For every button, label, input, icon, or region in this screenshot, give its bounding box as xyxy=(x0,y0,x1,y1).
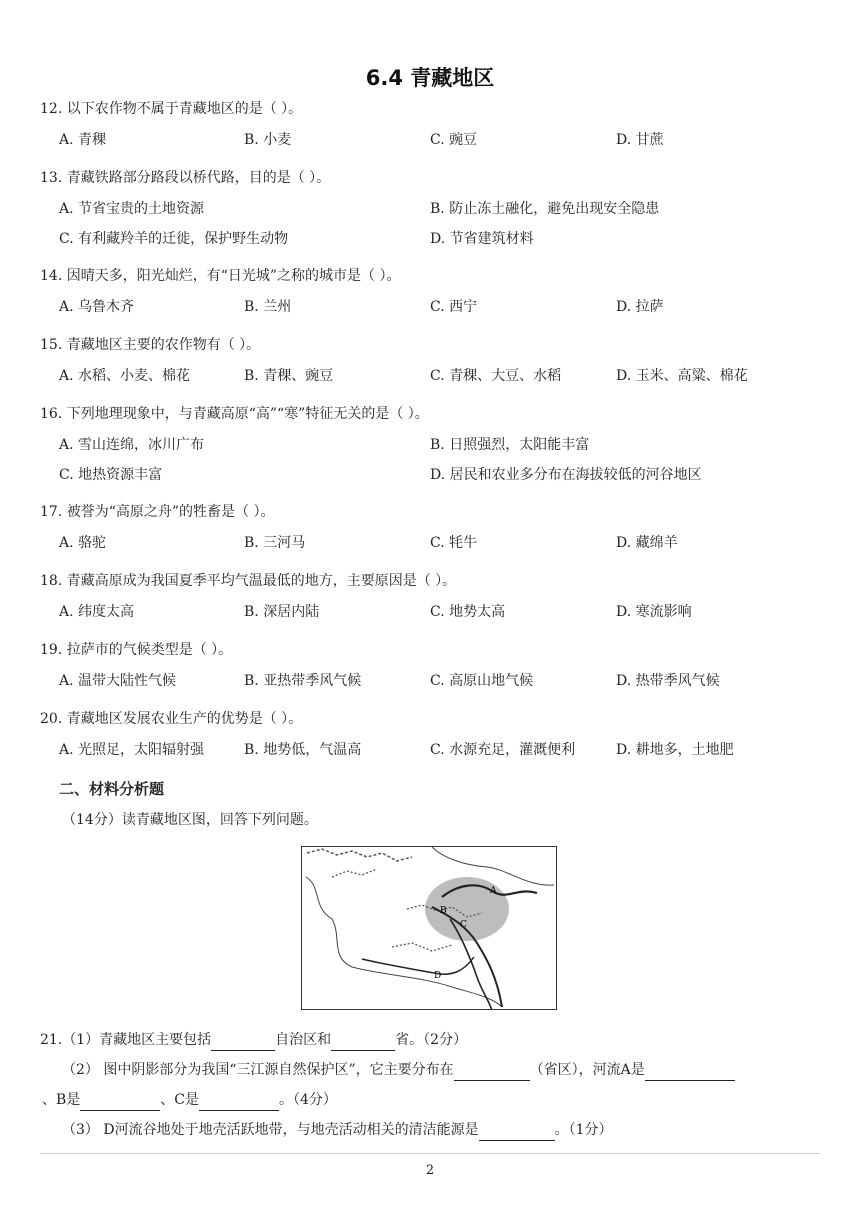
section-intro: （14分）读青藏地区图，回答下列问题。 xyxy=(62,812,318,828)
question-19 xyxy=(40,639,830,694)
option-c: C. 水源充足，灌溉便利 xyxy=(430,742,576,758)
option-b: B. 地势低，气温高 xyxy=(244,742,362,758)
q21-text: （2） 图中阴影部分为我国“三江源自然保护区”，它主要分布在 xyxy=(62,1062,454,1078)
q21-text: 。（1分） xyxy=(554,1122,613,1138)
option-a: A. 温带大陆性气候 xyxy=(59,673,177,689)
question-17 xyxy=(40,501,830,556)
option-b: B. 亚热带季风气候 xyxy=(244,673,362,689)
option-b: B. 深居内陆 xyxy=(244,604,320,620)
region-boundary xyxy=(306,847,554,1007)
question-stem: 20. 青藏地区发展农业生产的优势是（ ）。 xyxy=(40,711,303,727)
page-title: 6.4 青藏地区 xyxy=(365,66,495,90)
answer-blank[interactable] xyxy=(80,1092,160,1111)
answer-blank[interactable] xyxy=(331,1032,395,1051)
question-13 xyxy=(40,167,830,256)
option-d: D. 节省建筑材料 xyxy=(430,231,534,247)
option-a: A. 节省宝贵的土地资源 xyxy=(59,201,205,217)
question-15 xyxy=(40,334,830,389)
answer-blank[interactable] xyxy=(645,1062,735,1081)
q21-text: 省。（2分） xyxy=(395,1032,468,1048)
option-c: C. 牦牛 xyxy=(430,535,478,551)
map-label-d: D xyxy=(434,971,442,981)
option-c: C. 地势太高 xyxy=(430,604,506,620)
mountain-range-south xyxy=(392,943,452,951)
q21-text: 自治区和 xyxy=(275,1032,332,1048)
option-d: D. 藏绵羊 xyxy=(616,535,678,551)
option-c: C. 豌豆 xyxy=(430,132,478,148)
question-stem: 16. 下列地理现象中，与青藏高原“高”“寒”特征无关的是（ ）。 xyxy=(40,406,429,422)
option-c: C. 西宁 xyxy=(430,299,478,315)
option-c: C. 青稞、大豆、水稻 xyxy=(430,368,562,384)
option-b: B. 兰州 xyxy=(244,299,292,315)
option-d: D. 寒流影响 xyxy=(616,604,692,620)
map-label-a: A xyxy=(490,886,497,896)
question-stem: 14. 因晴天多，阳光灿烂，有“日光城”之称的城市是（ ）。 xyxy=(40,268,401,284)
section-heading: 二、材料分析题 xyxy=(59,780,165,798)
question-16 xyxy=(40,403,830,492)
option-d: D. 热带季风气候 xyxy=(616,673,720,689)
river-d xyxy=(362,957,474,974)
option-d: D. 拉萨 xyxy=(616,299,664,315)
option-b: B. 小麦 xyxy=(244,132,292,148)
q21-line-4 xyxy=(62,1119,613,1141)
option-b: B. 青稞、豌豆 xyxy=(244,368,334,384)
question-stem: 12. 以下农作物不属于青藏地区的是（ ）。 xyxy=(40,101,303,117)
option-b: B. 防止冻土融化，避免出现安全隐患 xyxy=(430,201,660,217)
answer-blank[interactable] xyxy=(454,1062,530,1081)
question-stem: 13. 青藏铁路部分路段以桥代路，目的是（ ）。 xyxy=(40,170,331,186)
footer-divider xyxy=(40,1153,820,1154)
q21-text: 、B是 xyxy=(42,1092,81,1108)
mountain-range-north xyxy=(307,849,412,861)
question-stem: 15. 青藏地区主要的农作物有（ ）。 xyxy=(40,337,261,353)
page-number: 2 xyxy=(425,1163,435,1178)
option-d: D. 耕地多，土地肥 xyxy=(616,742,734,758)
question-18 xyxy=(40,570,830,625)
mountain-range-west xyxy=(332,869,377,877)
question-stem: 17. 被誉为“高原之舟”的牲畜是（ ）。 xyxy=(40,504,275,520)
q21-text: 21.（1）青藏地区主要包括 xyxy=(40,1032,212,1048)
q21-text: （省区），河流A是 xyxy=(529,1062,645,1078)
q21-text: （3） D河流谷地处于地壳活跃地带，与地壳活动相关的清洁能源是 xyxy=(62,1122,479,1138)
question-12 xyxy=(40,98,830,153)
question-stem: 19. 拉萨市的气候类型是（ ）。 xyxy=(40,642,233,658)
map-drawing xyxy=(302,847,557,1010)
option-a: A. 光照足，太阳辐射强 xyxy=(59,742,205,758)
option-a: A. 青稞 xyxy=(59,132,107,148)
option-a: A. 纬度太高 xyxy=(59,604,135,620)
answer-blank[interactable] xyxy=(211,1032,275,1051)
answer-blank[interactable] xyxy=(479,1122,555,1141)
option-b: B. 日照强烈，太阳能丰富 xyxy=(430,437,590,453)
option-c: C. 地热资源丰富 xyxy=(59,467,163,483)
option-d: D. 居民和农业多分布在海拔较低的河谷地区 xyxy=(430,467,702,483)
q21-text: 。（4分） xyxy=(279,1092,337,1108)
map-label-b: B xyxy=(440,906,447,916)
question-14 xyxy=(40,265,830,320)
option-b: B. 三河马 xyxy=(244,535,306,551)
question-stem: 18. 青藏高原成为我国夏季平均气温最低的地方，主要原因是（ ）。 xyxy=(40,573,457,589)
q21-text: 、C是 xyxy=(160,1092,200,1108)
q21-line-1 xyxy=(40,1029,467,1051)
q21-line-3 xyxy=(42,1089,337,1111)
option-c: C. 有利藏羚羊的迁徙，保护野生动物 xyxy=(59,231,289,247)
option-c: C. 高原山地气候 xyxy=(430,673,534,689)
qinghai-tibet-map xyxy=(301,846,557,1010)
option-a: A. 雪山连绵，冰川广布 xyxy=(59,437,205,453)
option-a: A. 乌鲁木齐 xyxy=(59,299,135,315)
option-a: A. 骆驼 xyxy=(59,535,107,551)
option-a: A. 水稻、小麦、棉花 xyxy=(59,368,191,384)
question-20 xyxy=(40,708,830,763)
option-d: D. 甘蔗 xyxy=(616,132,664,148)
map-label-c: C xyxy=(460,920,467,930)
option-d: D. 玉米、高粱、棉花 xyxy=(616,368,748,384)
answer-blank[interactable] xyxy=(199,1092,279,1111)
q21-line-2 xyxy=(62,1059,735,1081)
